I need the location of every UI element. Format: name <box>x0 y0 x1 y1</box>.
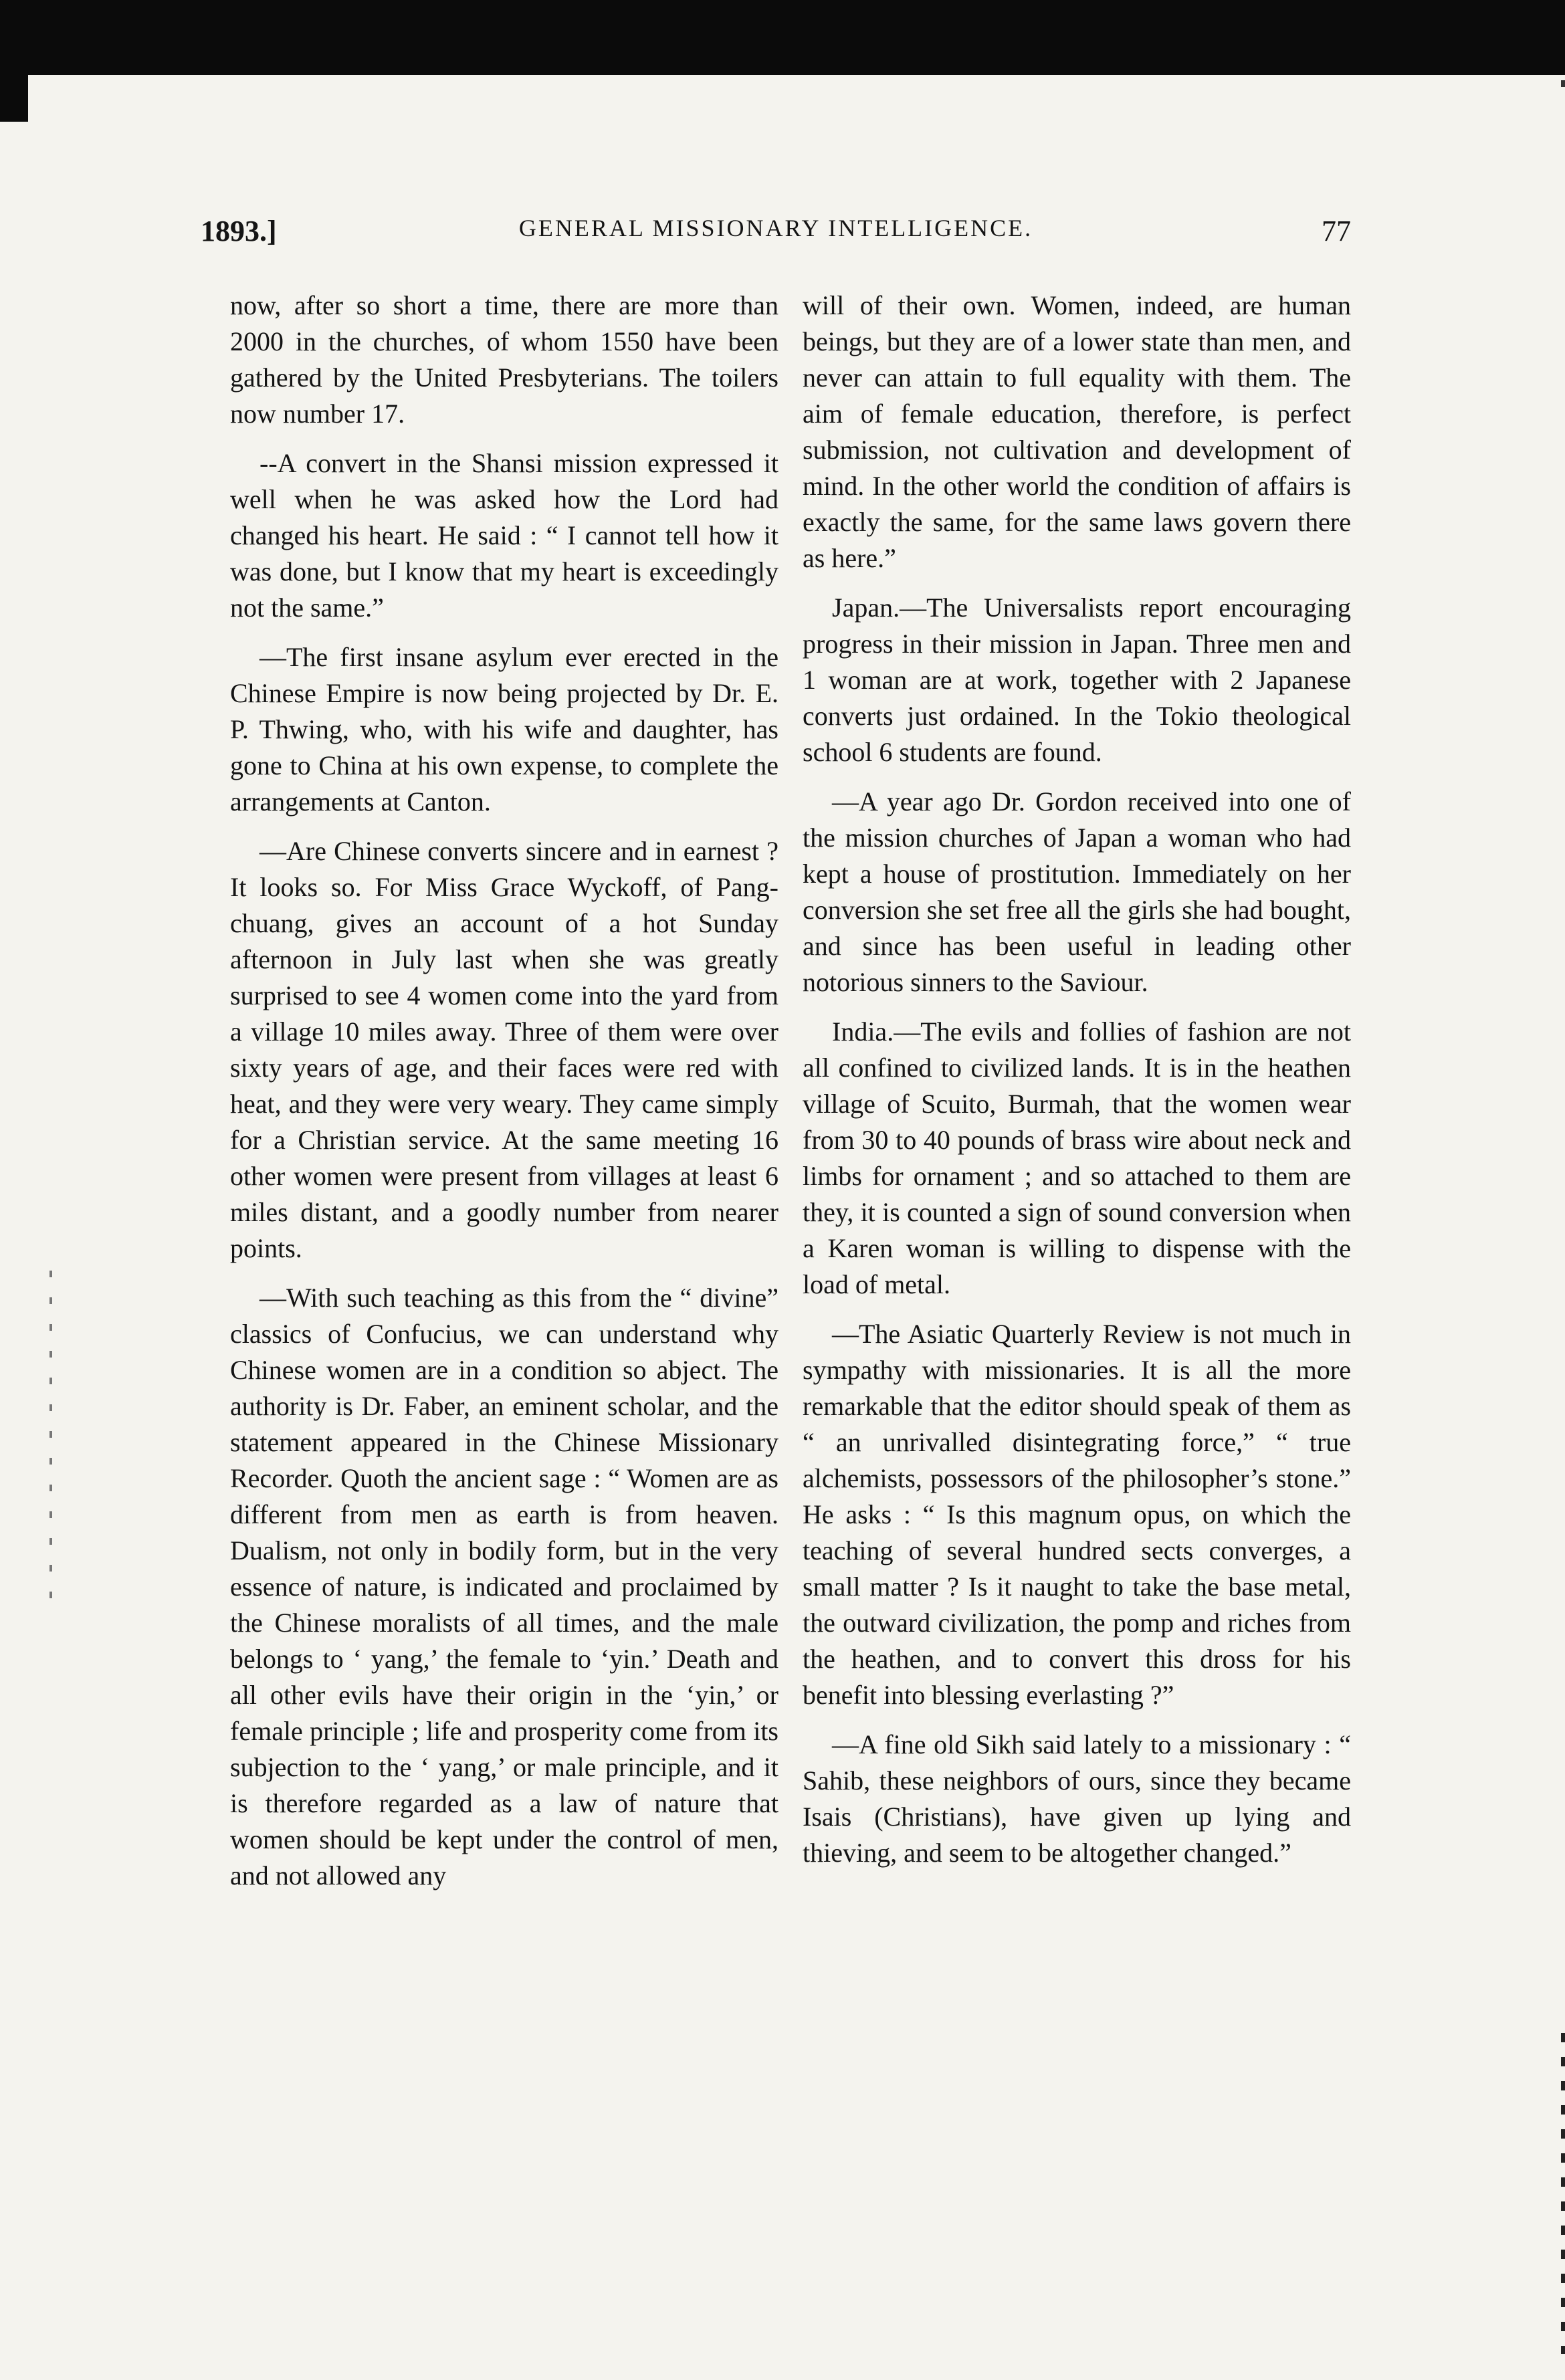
header-year: 1893.] <box>201 215 277 247</box>
paragraph: —The first insane asylum ever erected in the Chinese Empire is now being projected by Dr. E. P. Thwing, who, with his wife and daughter, has gone to China at his own expense, to complete the arrangements at Canton. <box>230 642 778 817</box>
paragraph: —With such teaching as this from the “ divine” classics of Confucius, we can understand why Chinese women are in a condition so abject. The authority is Dr. Faber, an eminent scholar, and the statement appeared in the Chinese Missionary Recorder. Quoth the ancient sage : “ Women are as different from men as earth is from heaven. Dualism, not only in bodily form, but in the very essence of nature, is indicated and proclaimed by the Chinese moralists of all times, and the male belongs to ‘ yang,’ the female to ‘yin.’ Death and all other evils have their origin in the ‘yin,’ or female principle ; life and prosperity come from its subjection to the ‘ yang,’ or male principle, and it is therefore regarded as a law of nature that women should be kept under the control of men, and not allowed any <box>230 1283 778 1890</box>
paragraph: now, after so short a time, there are more than 2000 in the churches, of whom 1550 have been gathered by the United Presbyterians. The toilers now number 17. <box>230 290 778 429</box>
paragraph: will of their own. Women, indeed, are human beings, but they are of a lower state than men, and never can attain to full equality with them. The aim of female education, therefore, is perfect submission, not cultivation and development of mind. In the other world the condition of affairs is exactly the same, for the same laws govern there as here.” <box>803 290 1351 573</box>
paragraph: —The Asiatic Quarterly Review is not much in sympathy with missionaries. It is all the more remarkable that the editor should speak of them as “ an unrivalled disintegrating force,” “ true alchemists, possessors of the philosopher’s stone.” He asks : “ Is this magnum opus, on which the teaching of several hundred sects converges, a small matter ? Is it naught to take the base metal, the outward civilization, the pomp and riches from the heathen, and to convert this dross for his benefit into blessing everlasting ?” <box>803 1319 1351 1710</box>
paragraph: —A fine old Sikh said lately to a missionary : “ Sahib, these neighbors of ours, since they became Isais (Christians), have given up lying and thieving, and seem to be altogether changed.” <box>803 1729 1351 1868</box>
paragraph: --A convert in the Shansi mission expressed it well when he was asked how the Lord had changed his heart. He said : “ I cannot tell how it was done, but I know that my heart is exceedingly not the same.” <box>230 448 778 623</box>
page-number: 77 <box>1322 215 1351 247</box>
left-column <box>230 288 778 1907</box>
running-header <box>201 214 1351 251</box>
header-title: GENERAL MISSIONARY INTELLIGENCE. <box>518 215 1033 241</box>
paragraph: Japan.—The Universalists report encouraging progress in their mission in Japan. Three men and 1 woman are at work, together with 2 Japanese converts just ordained. In the Tokio theological school 6 students are found. <box>803 592 1351 767</box>
paragraph: —A year ago Dr. Gordon received into one of the mission churches of Japan a woman who had kept a house of prostitution. Immediately on her conversion she set free all the girls she had bought, and since has been useful in leading other notorious sinners to the Saviour. <box>803 786 1351 997</box>
paragraph: India.—The evils and follies of fashion are not all confined to civilized lands. It is in the heathen village of Scuito, Burmah, that the women wear from 30 to 40 pounds of brass wire about neck and limbs for ornament ; and so attached to them are they, it is counted a sign of sound conversion when a Karen woman is willing to dispense with the load of metal. <box>803 1016 1351 1299</box>
right-column <box>803 288 1351 1884</box>
paragraph: —Are Chinese converts sincere and in earnest ? It looks so. For Miss Grace Wyckoff, of Pang-chuang, gives an account of a hot Sunday afternoon in July last when she was greatly surprised to see 4 women come into the yard from a village 10 miles away. Three of them were over sixty years of age, and their faces were red with heat, and they were very weary. They came simply for a Christian service. At the same meeting 16 other women were present from villages at least 6 miles distant, and a goodly number from nearer points. <box>230 836 778 1263</box>
